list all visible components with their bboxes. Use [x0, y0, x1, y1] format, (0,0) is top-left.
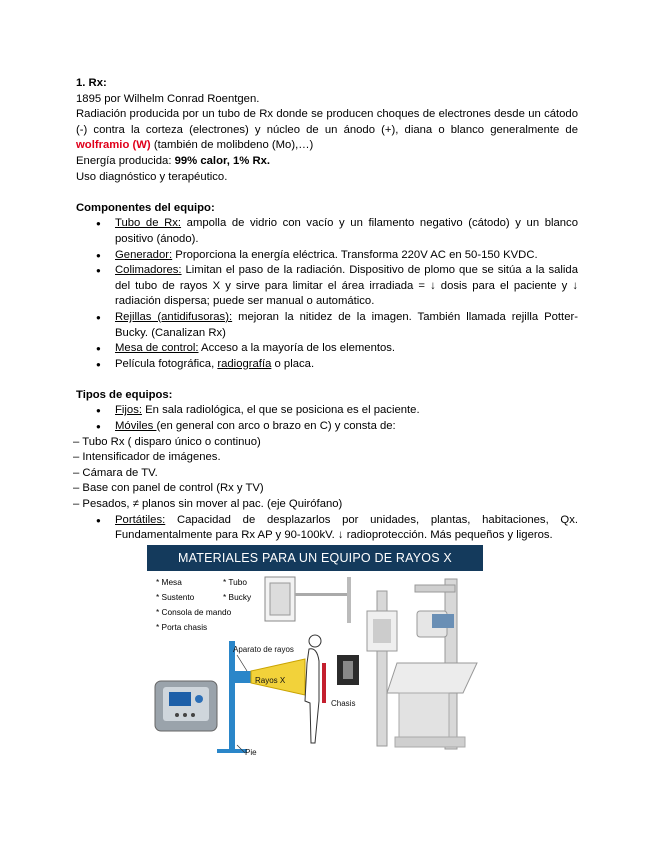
figure-title: MATERIALES PARA UN EQUIPO DE RAYOS X [147, 545, 483, 571]
xray-equipment-figure [147, 545, 483, 759]
label-chasis: Chasis [331, 699, 356, 708]
bucky-illustration [265, 577, 351, 623]
components-list [76, 216, 578, 372]
radiation-description: Radiación producida por un tubo de Rx donde se producen choques de electrones desde un cátodo (-) contra la corteza (electrones) y núcleo de un ánodo (+), diana o blanco generalmente de wolframio (W) (también de molibdeno (Mo),…) [76, 108, 578, 152]
dash-item: – Pesados, ≠ planos sin mover al pac. (eje Quirófano) [73, 498, 343, 511]
types-list-2 [76, 513, 578, 544]
dash-item: – Tubo Rx ( disparo único o continuo) [73, 435, 261, 448]
list-item: ● Fijos: En sala radiológica, el que se posiciona es el paciente. [76, 403, 578, 419]
wolframio-highlight: wolframio (W) [76, 139, 151, 152]
xray-stand-diagram [217, 641, 305, 753]
figure-list-item: * Mesa [156, 577, 182, 587]
dash-item: – Intensificador de imágenes. [73, 451, 221, 464]
section-heading-rx: 1. Rx: [76, 77, 107, 89]
list-item: ● Película fotográfica, radiografía o placa. [76, 357, 578, 373]
list-item: ● Tubo de Rx: ampolla de vidrio con vacío y un filamento negativo (cátodo) y un blanco positivo (ánodo). [76, 216, 578, 247]
dash-item: – Cámara de TV. [73, 466, 158, 479]
types-heading: Tipos de equipos: [76, 388, 173, 401]
history-line: 1895 por Wilhelm Conrad Roentgen. [76, 92, 260, 105]
patient-silhouette [305, 635, 359, 743]
uso-line: Uso diagnóstico y terapéutico. [76, 170, 228, 183]
list-item: ● Portátiles: Capacidad de desplazarlos por unidades, plantas, habitaciones, Qx. Fundamentalmente para Rx AP y 90-100kV. ↓ radioprotección. Más pequeños y ligeros. [76, 513, 578, 544]
list-item: ● Móviles (en general con arco o brazo en C) y consta de: [76, 419, 578, 435]
list-item: ● Generador: Proporciona la energía eléctrica. Transforma 220V AC en 50-150 KVDC. [76, 248, 578, 264]
figure-list-item: * Consola de mando [156, 607, 232, 617]
document-body [73, 76, 578, 544]
components-heading: Componentes del equipo: [76, 201, 215, 214]
figure-list-item: * Tubo [223, 577, 247, 587]
list-item: ● Rejillas (antidifusoras): mejoran la nitidez de la imagen. También llamada rejilla Potter-Bucky. (Canalizan Rx) [76, 310, 578, 341]
dash-item: – Base con panel de control (Rx y TV) [73, 482, 264, 495]
figure-list-item: * Porta chasis [156, 622, 208, 632]
figure-list-item: * Sustento [156, 592, 195, 602]
equipment-illustration [147, 571, 483, 759]
energy-line: Energía producida: 99% calor, 1% Rx. [76, 154, 271, 167]
xray-machine-illustration [367, 579, 477, 749]
label-aparato: Aparato de rayos [233, 645, 294, 654]
figure-list-item: * Bucky [223, 592, 252, 602]
list-item: ● Colimadores: Limitan el paso de la radiación. Dispositivo de plomo que se sitúa a la salida del tubo de rayos X y sirve para limitar el área irradiada = ↓ dosis para el paciente y ↓ radiación dispersa; puede ser manual o automático. [76, 263, 578, 310]
label-pie: Pie [245, 748, 257, 757]
list-item: ● Mesa de control: Acceso a la mayoría de los elementos. [76, 341, 578, 357]
types-list-1 [76, 403, 578, 434]
label-rayos: Rayos X [255, 676, 286, 685]
console-illustration [155, 681, 217, 731]
